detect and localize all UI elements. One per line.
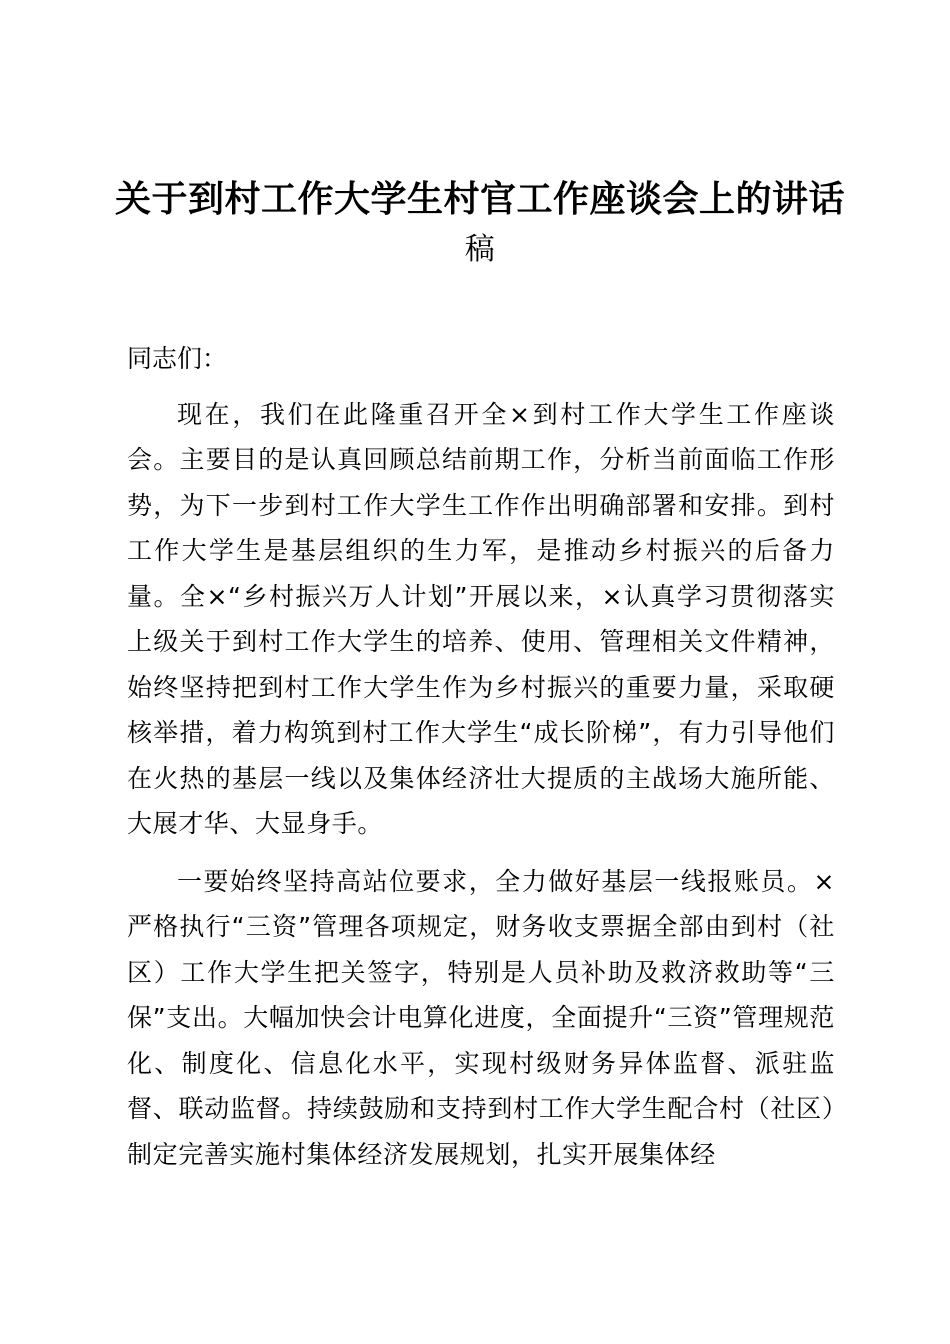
title-line-2: 稿 [464, 232, 496, 267]
document-body [127, 336, 835, 1189]
title-line-1: 关于到村工作大学生村官工作座谈会上的讲话 [114, 179, 845, 220]
paragraph-1: 现在，我们在此隆重召开全×到村工作大学生工作座谈会。主要目的是认真回顾总结前期工作，分析当前面临工作形势，为下一步到村工作大学生工作作出明确部署和安排。到村工作大学生是基层组织的生力军，是推动乡村振兴的后备力量。全×“乡村振兴万人计划”开展以来，×认真学习贯彻落实上级关于到村工作大学生的培养、使用、管理相关文件精神，始终坚持把到村工作大学生作为乡村振兴的重要力量，采取硬核举措，着力构筑到村工作大学生“成长阶梯”，有力引导他们在火热的基层一线以及集体经济壮大提质的主战场大施所能、大展才华、大显身手。 [127, 399, 835, 838]
document-title [100, 176, 860, 276]
paragraph-2: 一要始终坚持高站位要求，全力做好基层一线报账员。×严格执行“三资”管理各项规定，财务收支票据全部由到村（社区）工作大学生把关签字，特别是人员补助及救济救助等“三保”支出。大幅加快会计电算化进度，全面提升“三资”管理规范化、制度化、信息化水平，实现村级财务异体监督、派驻监督、联动监督。持续鼓励和支持到村工作大学生配合村（社区）制定完善实施村集体经济发展规划，扎实开展集体经 [127, 866, 835, 1169]
salutation: 同志们： [127, 344, 228, 373]
